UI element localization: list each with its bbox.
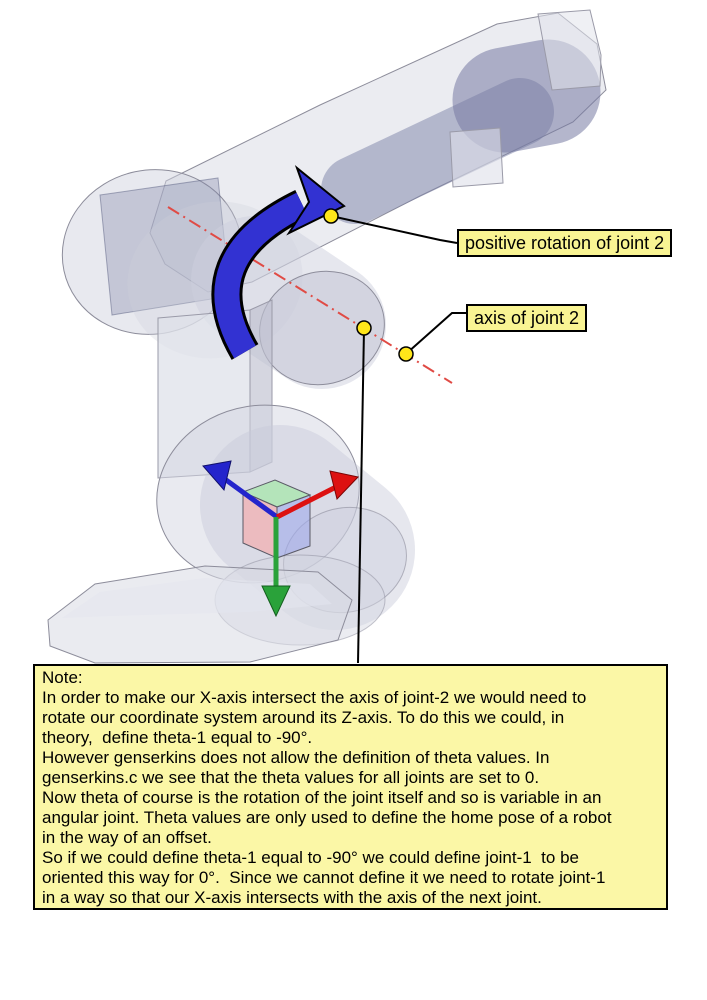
marker-dot-axis-far-icon bbox=[399, 347, 413, 361]
upper-arm-end-housing bbox=[505, 92, 548, 100]
callout-label-positive-rotation: positive rotation of joint 2 bbox=[457, 229, 672, 257]
robot-base bbox=[48, 566, 352, 663]
note-line: genserkins.c we see that the theta values for all joints are set to 0. bbox=[42, 768, 540, 787]
note-line: angular joint. Theta values are only used to define the home pose of a robot bbox=[42, 808, 612, 827]
note-line: in the way of an offset. bbox=[42, 828, 212, 847]
note-line: rotate our coordinate system around its Z-axis. To do this we could, in bbox=[42, 708, 565, 727]
note-box bbox=[33, 664, 668, 910]
note-line: theory, define theta-1 equal to -90°. bbox=[42, 728, 313, 747]
marker-dot-rotation-icon bbox=[324, 209, 338, 223]
note-line: So if we could define theta-1 equal to -90° we could define joint-1 to be bbox=[42, 848, 579, 867]
note-line: Note: bbox=[42, 668, 83, 687]
note-line: In order to make our X-axis intersect the axis of joint-2 we would need to bbox=[42, 688, 587, 707]
callout-label-axis-of-joint2: axis of joint 2 bbox=[466, 304, 587, 332]
note-line: However genserkins does not allow the definition of theta values. In bbox=[42, 748, 550, 767]
note-line: Now theta of course is the rotation of the joint itself and so is variable in an bbox=[42, 788, 602, 807]
note-line: oriented this way for 0°. Since we cannot define it we need to rotate joint-1 bbox=[42, 868, 606, 887]
upper-arm-small-block bbox=[450, 128, 503, 187]
leader-line-axis bbox=[407, 313, 466, 353]
note-line: in a way so that our X-axis intersects with the axis of the next joint. bbox=[42, 888, 542, 907]
marker-dot-axis-near-icon bbox=[357, 321, 371, 335]
